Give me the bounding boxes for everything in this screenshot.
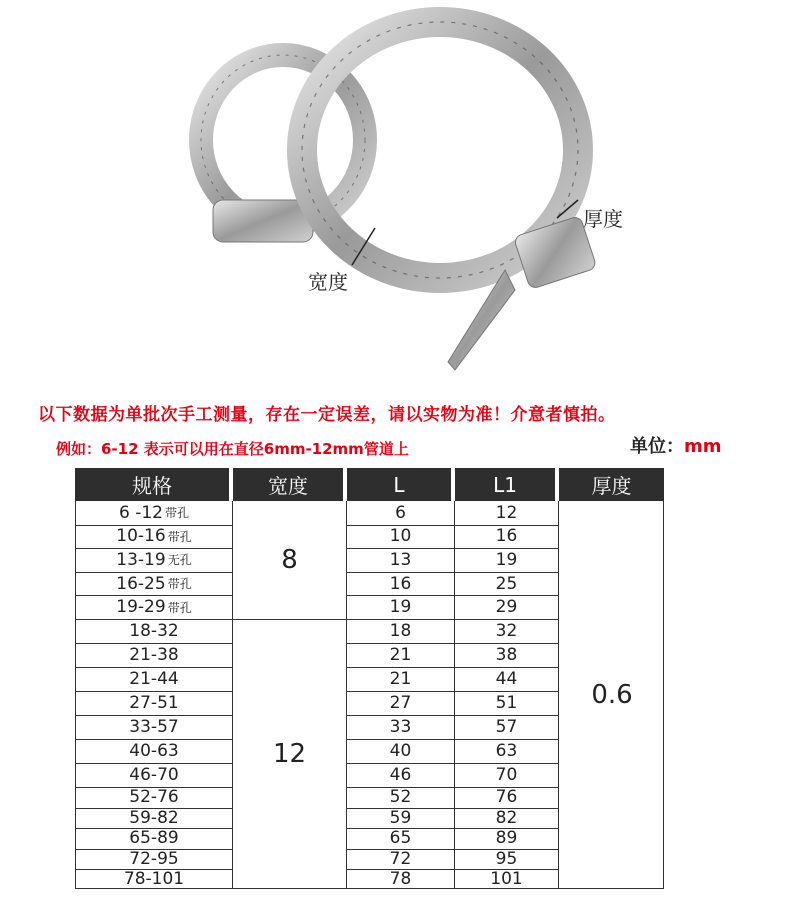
header-spec: 规格 xyxy=(75,468,229,501)
l1-cell: 101 xyxy=(490,869,523,890)
header-l: L xyxy=(347,468,451,501)
spec-range: 78-101 xyxy=(123,869,185,890)
l1-cell: 38 xyxy=(495,645,518,665)
l1-cell: 57 xyxy=(495,717,518,737)
spec-range: 59-82 xyxy=(129,807,179,828)
hole-note: 无孔 xyxy=(167,553,192,568)
spec-range: 46-70 xyxy=(129,765,179,785)
l1-cell: 63 xyxy=(495,741,518,761)
l1-cell: 44 xyxy=(495,669,518,689)
l-cell: 52 xyxy=(389,787,412,808)
spec-cell xyxy=(76,808,232,829)
l-cell: 72 xyxy=(389,848,412,869)
unit-label: 单位： xyxy=(630,436,684,457)
spec-range: 10-16 xyxy=(116,526,166,547)
spec-range: 13-19 xyxy=(116,549,166,570)
l1-cell: 29 xyxy=(495,597,518,618)
unit-value: mm xyxy=(684,436,722,457)
l-cell: 6 xyxy=(395,502,406,523)
width-value-12: 12 xyxy=(272,739,307,769)
spec-range: 65-89 xyxy=(129,828,179,849)
l-cell: 16 xyxy=(389,573,412,594)
spec-range: 27-51 xyxy=(129,693,179,713)
thickness-value: 0.6 xyxy=(591,679,633,710)
l-cell: 21 xyxy=(389,669,412,689)
l-cell: 18 xyxy=(389,621,412,641)
spec-cell xyxy=(76,828,232,849)
spec-cell xyxy=(76,643,232,667)
spec-cell xyxy=(76,619,232,643)
header-width: 宽度 xyxy=(233,468,343,501)
l1-cell: 19 xyxy=(495,549,518,570)
header-thickness: 厚度 xyxy=(559,468,664,501)
l1-cell: 25 xyxy=(495,573,518,594)
l-cell: 46 xyxy=(389,765,412,785)
l-cell: 10 xyxy=(389,526,412,547)
spec-cell xyxy=(76,787,232,808)
l1-cell: 32 xyxy=(495,621,518,641)
spec-cell xyxy=(76,739,232,763)
spec-range: 21-38 xyxy=(129,645,179,665)
spec-cell xyxy=(76,525,232,549)
hole-note: 带孔 xyxy=(164,506,189,521)
hole-note: 带孔 xyxy=(167,529,192,544)
width-callout: 宽度 xyxy=(308,270,348,294)
thickness-callout: 厚度 xyxy=(583,207,623,231)
spec-range: 19-29 xyxy=(116,597,166,618)
spec-range: 33-57 xyxy=(129,717,179,737)
spec-cell xyxy=(76,667,232,691)
l-cell: 19 xyxy=(389,597,412,618)
spec-cell xyxy=(76,849,232,870)
l1-cell: 16 xyxy=(495,526,518,547)
spec-range: 18-32 xyxy=(129,621,179,641)
spec-range: 40-63 xyxy=(129,741,179,761)
hole-note: 带孔 xyxy=(167,577,192,592)
l1-cell: 89 xyxy=(495,828,518,849)
spec-cell xyxy=(76,715,232,739)
l1-cell: 82 xyxy=(495,807,518,828)
spec-cell xyxy=(76,595,232,619)
spec-range: 52-76 xyxy=(129,787,179,808)
l1-cell: 12 xyxy=(495,502,518,523)
l1-cell: 95 xyxy=(495,848,518,869)
table-body xyxy=(75,501,664,889)
table-header xyxy=(75,468,664,501)
spec-table xyxy=(75,468,664,889)
spec-cell xyxy=(76,763,232,787)
l1-cell: 70 xyxy=(495,765,518,785)
l-cell: 33 xyxy=(389,717,412,737)
header-l1: L1 xyxy=(455,468,555,501)
l-cell: 40 xyxy=(389,741,412,761)
usage-example: 例如：6-12 表示可以用在直径6mm-12mm管道上 xyxy=(56,440,409,458)
l-cell: 13 xyxy=(389,549,412,570)
measurement-disclaimer: 以下数据为单批次手工测量，存在一定误差，请以实物为准！介意者慎拍。 xyxy=(38,405,616,425)
spec-cell xyxy=(76,501,232,525)
spec-range: 21-44 xyxy=(129,669,179,689)
product-photo xyxy=(0,0,790,390)
width-value-8: 8 xyxy=(281,545,298,575)
l1-cell: 51 xyxy=(495,693,518,713)
spec-range: 6 -12 xyxy=(118,502,163,523)
l-cell: 59 xyxy=(389,807,412,828)
spec-range: 16-25 xyxy=(116,573,166,594)
spec-cell xyxy=(76,691,232,715)
l-cell: 78 xyxy=(389,869,412,890)
hole-note: 带孔 xyxy=(167,600,192,615)
l-cell: 21 xyxy=(389,645,412,665)
unit-indicator xyxy=(630,432,722,458)
spec-range: 72-95 xyxy=(129,848,179,869)
l1-cell: 76 xyxy=(495,787,518,808)
spec-cell xyxy=(76,548,232,572)
l-cell: 27 xyxy=(389,693,412,713)
spec-cell xyxy=(76,572,232,596)
l-cell: 65 xyxy=(389,828,412,849)
spec-cell xyxy=(76,869,232,890)
